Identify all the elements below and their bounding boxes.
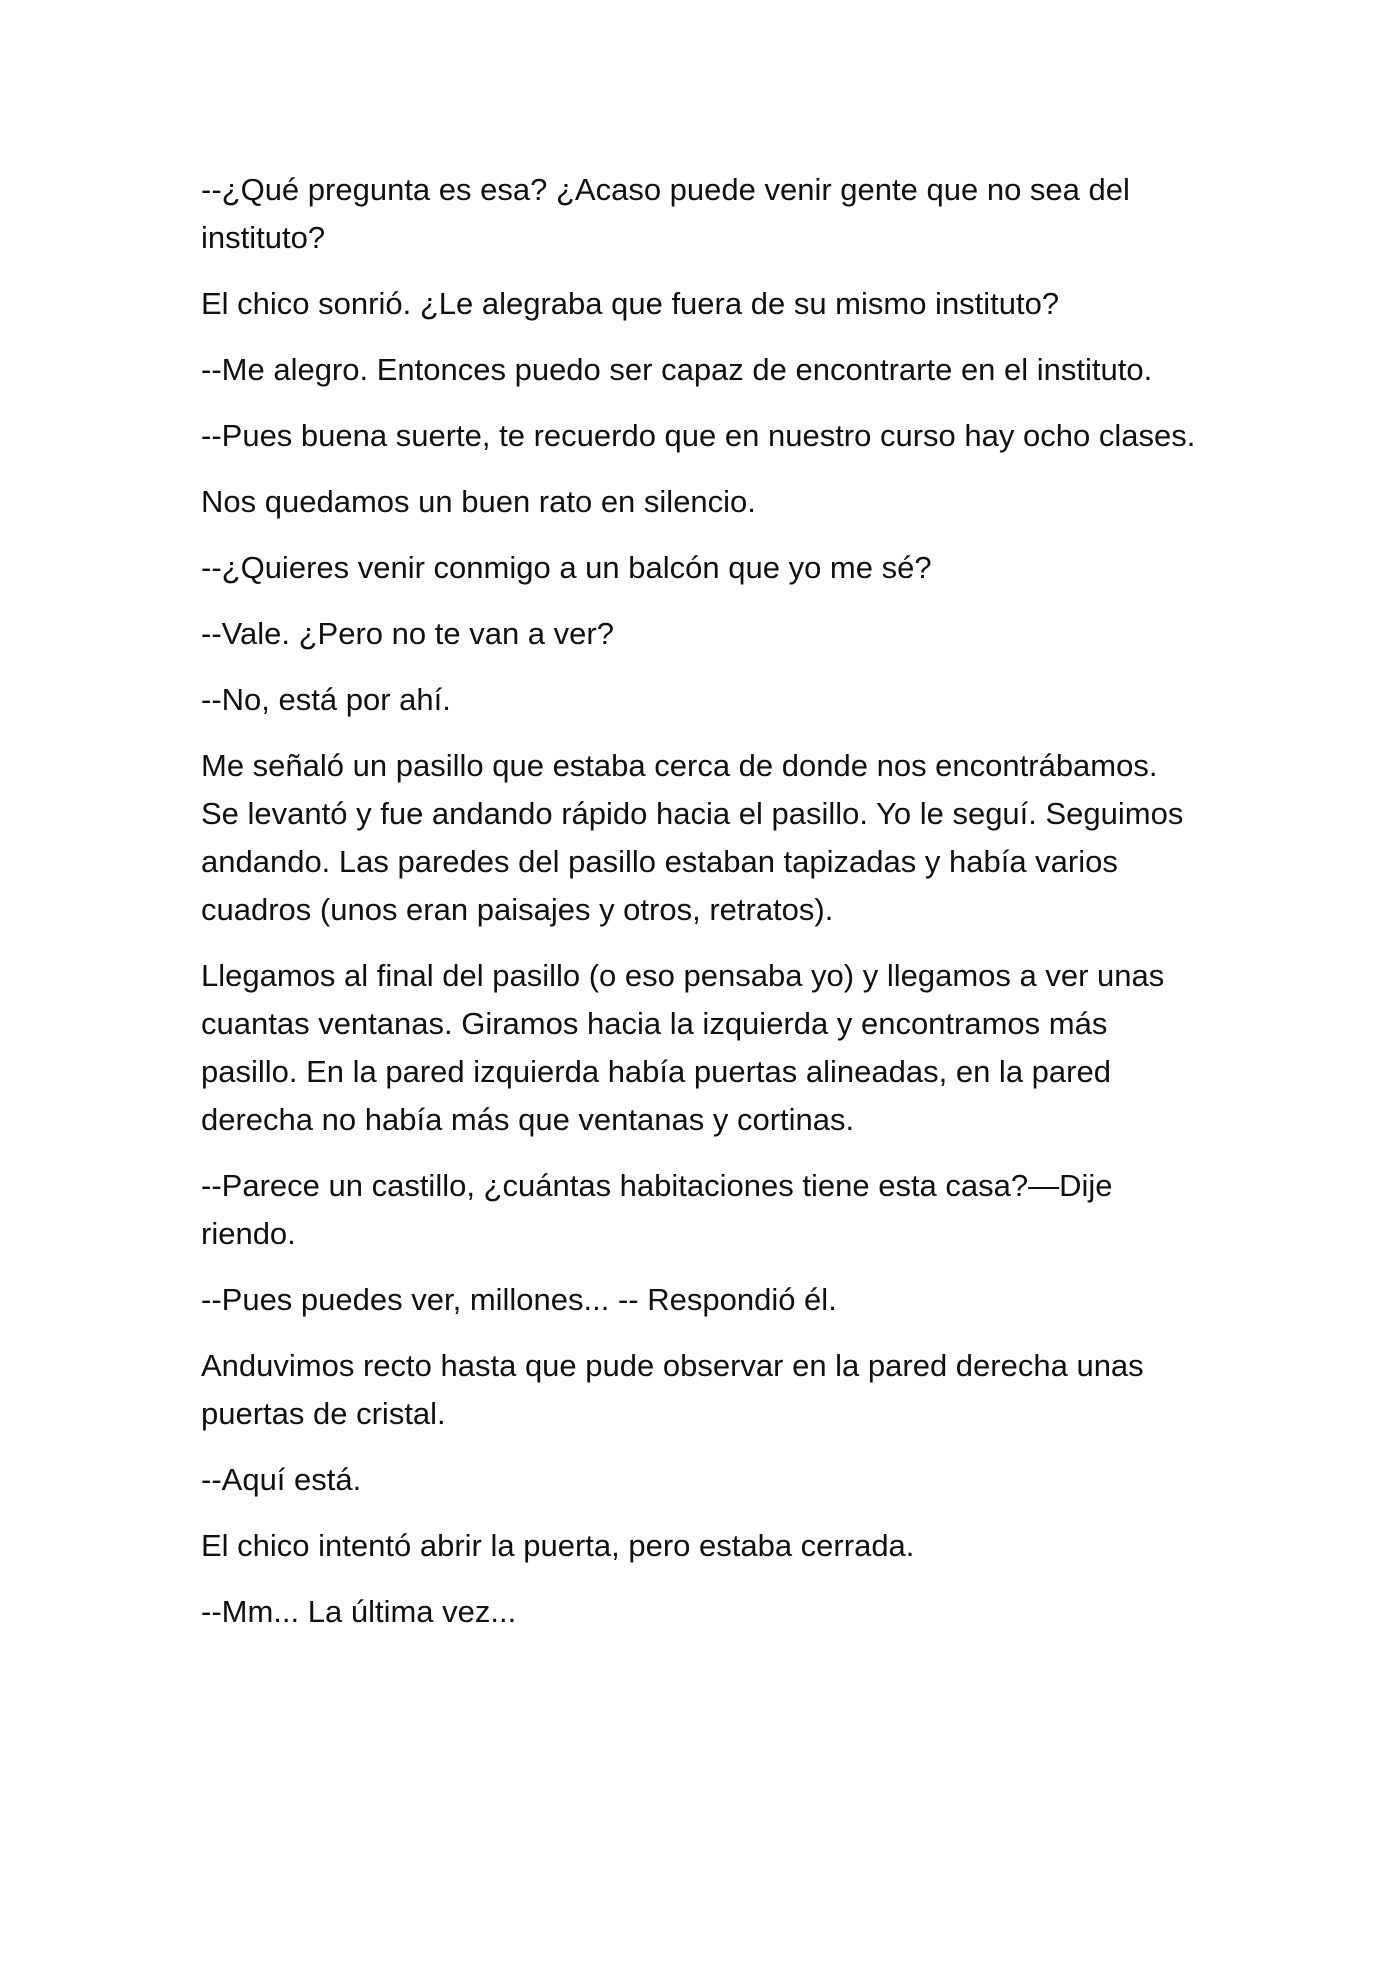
paragraph: --Vale. ¿Pero no te van a ver? [201, 616, 614, 651]
paragraph: --Aquí está. [201, 1462, 362, 1497]
paragraph: Nos quedamos un buen rato en silencio. [201, 484, 756, 519]
paragraph: --Pues buena suerte, te recuerdo que en nuestro curso hay ocho clases. [201, 418, 1196, 453]
paragraph: --Me alegro. Entonces puedo ser capaz de encontrarte en el instituto. [201, 352, 1153, 387]
paragraph: --Pues puedes ver, millones... -- Respondió él. [201, 1282, 837, 1317]
paragraph: --Parece un castillo, ¿cuántas habitaciones tiene esta casa?—Dije riendo. [201, 1168, 1113, 1251]
paragraph: --¿Quieres venir conmigo a un balcón que yo me sé? [201, 550, 932, 585]
paragraph: --¿Qué pregunta es esa? ¿Acaso puede venir gente que no sea del instituto? [201, 172, 1130, 255]
document-body [201, 166, 1201, 1654]
paragraph: El chico sonrió. ¿Le alegraba que fuera de su mismo instituto? [201, 286, 1060, 321]
paragraph: Anduvimos recto hasta que pude observar en la pared derecha unas puertas de cristal. [201, 1348, 1144, 1431]
paragraph: El chico intentó abrir la puerta, pero estaba cerrada. [201, 1528, 915, 1563]
paragraph: --Mm... La última vez... [201, 1594, 517, 1629]
paragraph: Me señaló un pasillo que estaba cerca de donde nos encontrábamos. Se levantó y fue andando rápido hacia el pasillo. Yo le seguí. Seguimos andando. Las paredes del pasillo estaban tapizadas y había varios cuadros (unos eran paisajes y otros, retratos). [201, 748, 1184, 927]
paragraph: --No, está por ahí. [201, 682, 451, 717]
paragraph: Llegamos al final del pasillo (o eso pensaba yo) y llegamos a ver unas cuantas ventanas. Giramos hacia la izquierda y encontramos más pasillo. En la pared izquierda había puertas alineadas, en la pared derecha no había más que ventanas y cortinas. [201, 958, 1165, 1137]
